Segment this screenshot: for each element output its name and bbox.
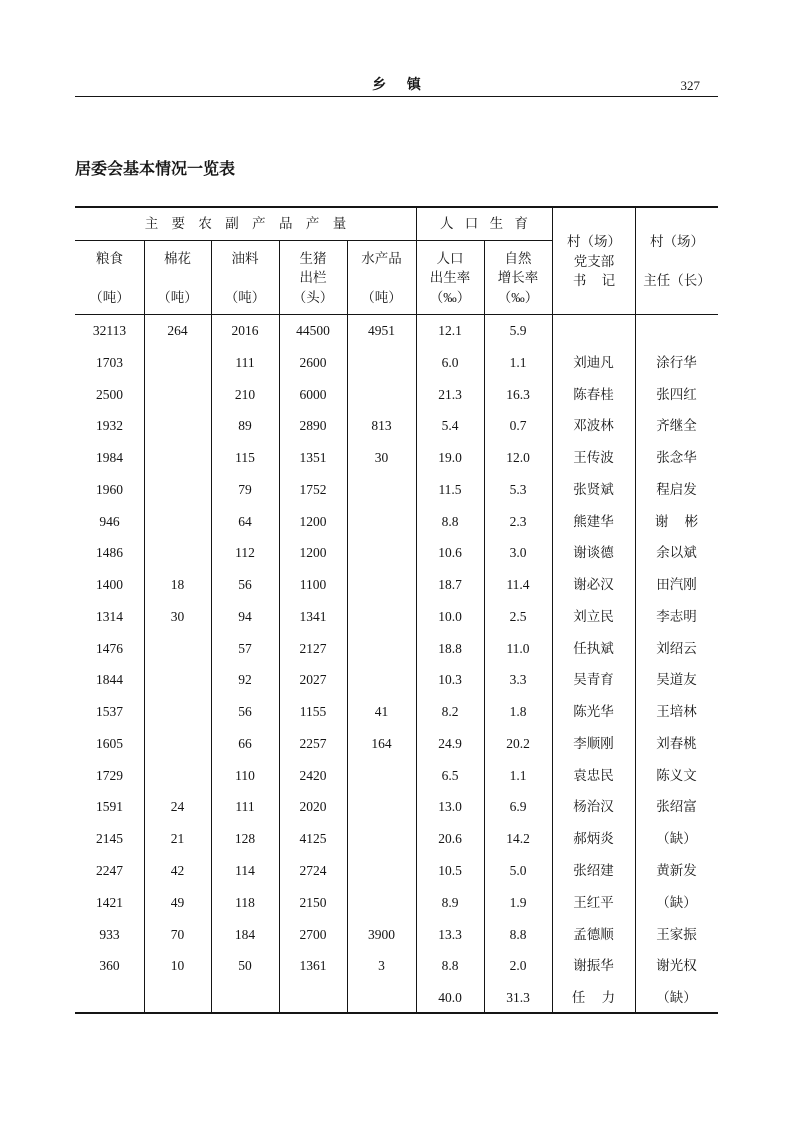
table-cell-grain: 946 [99, 513, 120, 529]
table-cell-grain: 2145 [96, 831, 123, 847]
table-row [75, 506, 718, 538]
table-cell-party-secretary: 任 力 [571, 990, 616, 1006]
table-cell-birth-rate: 8.2 [441, 704, 459, 720]
column-header-oilseed [211, 241, 279, 314]
table-cell-hogs: 2420 [299, 767, 327, 783]
table-cell-oilseed: 57 [238, 640, 252, 656]
table-cell-director: 张四红 [656, 386, 697, 402]
table-row [75, 919, 718, 951]
table-cell-grain: 933 [99, 926, 120, 942]
table-cell-cotton [144, 379, 211, 411]
table-cell-party-secretary: 熊建华 [573, 513, 614, 529]
table-cell-grain: 1932 [96, 418, 123, 434]
table-cell-cotton: 264 [167, 323, 188, 338]
table-cell-grain: 1844 [96, 672, 123, 688]
table-cell-aquatic: 4951 [368, 323, 395, 338]
table-cell-grain [75, 982, 144, 1014]
column-header-label: 村（场） [650, 234, 704, 249]
table-cell-aquatic [347, 982, 416, 1014]
table-cell-party-secretary: 邓波林 [573, 418, 614, 434]
table-cell-growth-rate: 11.4 [506, 577, 530, 593]
table-cell-birth-rate: 10.3 [438, 672, 462, 688]
column-header-label: 党支部 [573, 253, 615, 269]
table-cell-grain: 1400 [96, 577, 123, 593]
table-cell-birth-rate: 10.0 [438, 608, 462, 624]
table-cell-grain: 1537 [96, 704, 123, 720]
table-cell-grain: 1476 [96, 640, 123, 656]
table-cell-director: 张念华 [656, 450, 697, 466]
column-header-director [636, 208, 718, 314]
table-cell-cotton: 10 [170, 958, 185, 974]
table-cell-aquatic [347, 664, 416, 696]
table-cell-birth-rate: 8.9 [441, 894, 459, 910]
table-cell-party-secretary: 张贤斌 [573, 481, 614, 497]
table-cell-oilseed: 114 [235, 863, 255, 879]
table-row [75, 760, 718, 792]
table-cell-party-secretary: 吴青育 [573, 672, 614, 688]
table-cell-grain: 32113 [92, 323, 127, 338]
table-cell-hogs: 44500 [296, 323, 330, 338]
table-cell-hogs: 2150 [299, 894, 327, 910]
column-header-unit: （吨） [224, 289, 266, 305]
table-cell-growth-rate: 3.0 [509, 545, 527, 561]
table-cell-birth-rate: 40.0 [438, 990, 462, 1006]
table-cell-director: 刘春桃 [656, 735, 697, 751]
table-row [75, 601, 718, 633]
table-cell-aquatic [347, 379, 416, 411]
table-row [75, 569, 718, 601]
table-cell-director: 涂行华 [656, 354, 697, 370]
column-header-unit: （吨） [361, 289, 402, 305]
column-header-cotton [144, 241, 211, 314]
table-cell-aquatic: 813 [371, 418, 392, 434]
table-cell-oilseed: 112 [235, 545, 255, 561]
table-cell-growth-rate: 2.0 [509, 958, 527, 974]
table-cell-aquatic [347, 823, 416, 855]
table-cell-birth-rate: 8.8 [441, 513, 459, 529]
column-header-label: 书 记 [572, 273, 616, 288]
table-cell-cotton [144, 728, 211, 760]
table-cell-oilseed: 115 [235, 450, 255, 466]
table-cell-growth-rate: 6.9 [509, 799, 527, 815]
table-cell-birth-rate: 13.0 [438, 799, 462, 815]
table-cell-party-secretary: 王传波 [573, 450, 614, 466]
column-header-birth-rate [416, 241, 484, 314]
table-cell-director: 谢光权 [656, 958, 697, 974]
table-cell-growth-rate: 8.8 [509, 926, 527, 942]
table-cell-party-secretary: 谢振华 [573, 958, 614, 974]
table-cell-cotton [144, 633, 211, 665]
page-number: 327 [680, 78, 700, 93]
table-cell-director: 王家振 [656, 926, 697, 942]
table-cell-grain: 1591 [96, 799, 123, 815]
table-cell-cotton [144, 537, 211, 569]
table-row [75, 410, 718, 442]
table-cell-aquatic [347, 887, 416, 919]
column-header-party-secretary [553, 208, 635, 314]
table-cell-party-secretary: 任执斌 [573, 640, 614, 656]
table-cell-hogs: 1351 [299, 450, 327, 466]
column-header-unit: （‰） [429, 289, 471, 305]
table-cell-hogs: 1361 [299, 958, 327, 974]
table-cell-party-secretary: 陈春桂 [573, 386, 614, 402]
table-cell-party-secretary: 李顺刚 [573, 735, 614, 751]
header-rule [75, 96, 718, 97]
table-cell-aquatic [347, 601, 416, 633]
table-cell-cotton: 70 [170, 926, 185, 942]
table-cell-aquatic [347, 855, 416, 887]
table-cell-director: 程启发 [656, 481, 697, 497]
table-cell-grain: 2247 [96, 863, 123, 879]
column-header-unit: （吨） [89, 289, 130, 305]
table-cell-oilseed: 66 [238, 735, 252, 751]
table-cell-cotton: 24 [170, 799, 185, 815]
table-row [75, 315, 718, 347]
table-cell-cotton: 30 [170, 608, 185, 624]
table-cell-director: 张绍富 [656, 799, 697, 815]
table-cell-grain: 1314 [96, 608, 123, 624]
table-cell-growth-rate: 5.9 [509, 323, 527, 338]
table-row [75, 537, 718, 569]
column-header-unit: （头） [292, 289, 334, 305]
table-cell-oilseed: 210 [234, 386, 256, 402]
table-cell-grain: 1605 [96, 735, 123, 751]
table-cell-oilseed: 118 [235, 894, 255, 910]
table-row [75, 823, 718, 855]
table-row [75, 887, 718, 919]
table-row [75, 633, 718, 665]
table-cell-party-secretary [552, 315, 635, 347]
table-cell-cotton [144, 347, 211, 379]
column-header-row [75, 241, 552, 314]
group-header-population: 人 口 生 育 [439, 216, 529, 231]
table-cell-growth-rate: 14.2 [506, 831, 530, 847]
table-cell-birth-rate: 12.1 [438, 323, 462, 338]
table-cell-growth-rate: 1.1 [509, 354, 527, 370]
table-cell-aquatic [347, 633, 416, 665]
table-cell-party-secretary: 杨治汉 [573, 799, 614, 815]
table-cell-birth-rate: 24.9 [438, 735, 462, 751]
table-cell-oilseed: 50 [238, 958, 252, 974]
column-header-label: 人口 [436, 250, 464, 266]
table-cell-grain: 1486 [96, 545, 123, 561]
table-cell-director: 谢 彬 [654, 513, 699, 529]
table-cell-hogs [279, 982, 347, 1014]
table-title: 居委会基本情况一览表 [75, 159, 236, 178]
table-row [75, 855, 718, 887]
table-cell-party-secretary: 刘迪凡 [573, 354, 614, 370]
column-header-label: 自然 [504, 250, 532, 266]
table-cell-cotton: 21 [170, 831, 185, 847]
table-cell-oilseed: 184 [234, 926, 256, 942]
table-cell-grain: 1729 [96, 767, 123, 783]
table-row [75, 664, 718, 696]
table-cell-party-secretary: 张绍建 [573, 863, 614, 879]
table-cell-grain: 360 [99, 958, 120, 974]
table-cell-aquatic [347, 760, 416, 792]
table-cell-birth-rate: 13.3 [438, 926, 462, 942]
table-cell-aquatic [347, 347, 416, 379]
table-cell-oilseed: 89 [238, 418, 252, 434]
table-cell-oilseed: 111 [235, 799, 255, 815]
column-header-label: 粮食 [96, 250, 123, 266]
table-cell-director: （缺） [656, 990, 697, 1006]
table-cell-oilseed: 94 [238, 608, 252, 624]
table-cell-cotton [144, 760, 211, 792]
table-cell-growth-rate: 12.0 [506, 450, 530, 466]
table-cell-oilseed [211, 982, 279, 1014]
table-cell-oilseed: 110 [235, 767, 255, 783]
table-cell-growth-rate: 3.3 [509, 672, 527, 688]
table-row [75, 379, 718, 411]
column-header-growth-rate [484, 241, 552, 314]
table-cell-birth-rate: 21.3 [438, 386, 462, 402]
table-cell-party-secretary: 郝炳炎 [573, 831, 614, 847]
table-row [75, 728, 718, 760]
table-row [75, 791, 718, 823]
table-cell-hogs: 2020 [299, 799, 327, 815]
table-cell-hogs: 1200 [299, 513, 327, 529]
table-cell-oilseed: 56 [238, 704, 252, 720]
table-cell-birth-rate: 6.5 [441, 767, 459, 783]
table-cell-birth-rate: 5.4 [441, 418, 459, 434]
table-cell-hogs: 2257 [299, 735, 327, 751]
table-row [75, 982, 718, 1014]
table-cell-growth-rate: 1.8 [509, 704, 527, 720]
table-row [75, 950, 718, 982]
table-cell-grain: 1960 [96, 481, 123, 497]
column-header-label: 出生率 [429, 270, 471, 285]
table-cell-aquatic [347, 474, 416, 506]
table-cell-oilseed: 64 [238, 513, 252, 529]
table-cell-director: 刘绍云 [656, 640, 697, 656]
table-cell-birth-rate: 10.6 [438, 545, 462, 561]
group-header-production: 主 要 农 副 产 品 产 量 [144, 216, 347, 231]
table-cell-growth-rate: 16.3 [506, 386, 530, 402]
table-cell-cotton [144, 506, 211, 538]
table-cell-director [635, 315, 718, 347]
table-cell-cotton: 42 [170, 863, 185, 879]
table-cell-party-secretary: 王红平 [573, 894, 614, 910]
table-cell-party-secretary: 陈光华 [573, 704, 614, 720]
table-cell-cotton [144, 982, 211, 1014]
table-cell-hogs: 2027 [299, 672, 327, 688]
table-cell-growth-rate: 31.3 [506, 990, 530, 1006]
table-cell-hogs: 1155 [299, 704, 327, 720]
table-cell-cotton [144, 696, 211, 728]
column-header-unit: （吨） [157, 289, 198, 305]
table-cell-hogs: 2890 [299, 418, 327, 434]
table-cell-grain: 1984 [96, 450, 123, 466]
table-cell-party-secretary: 刘立民 [573, 608, 614, 624]
table-cell-party-secretary: 袁忠民 [573, 767, 614, 783]
table-cell-oilseed: 111 [235, 354, 255, 370]
column-header-label: 油料 [231, 250, 259, 266]
table-cell-growth-rate: 20.2 [506, 735, 530, 751]
table-cell-growth-rate: 11.0 [506, 640, 530, 656]
table-cell-grain: 1703 [96, 354, 123, 370]
table-cell-growth-rate: 1.9 [509, 894, 527, 910]
table-cell-aquatic: 30 [374, 450, 389, 466]
table-cell-oilseed: 2016 [231, 323, 259, 338]
table-cell-growth-rate: 2.5 [509, 608, 527, 624]
table-cell-grain: 1421 [96, 894, 123, 910]
table-cell-birth-rate: 10.5 [438, 863, 462, 879]
column-header-label: 主任（长） [643, 273, 711, 288]
table-row [75, 474, 718, 506]
table-cell-growth-rate: 2.3 [509, 513, 527, 529]
table-cell-cotton [144, 474, 211, 506]
table-cell-oilseed: 79 [238, 481, 252, 497]
table-cell-party-secretary: 谢必汉 [573, 577, 614, 593]
table-cell-birth-rate: 18.7 [438, 577, 462, 593]
table-cell-cotton [144, 442, 211, 474]
table-cell-hogs: 1100 [299, 577, 327, 593]
table-cell-director: 黄新发 [656, 863, 697, 879]
running-header-section: 乡 镇 [372, 77, 421, 93]
column-header-label: 村（场） [567, 234, 621, 249]
table-cell-hogs: 2724 [299, 863, 327, 879]
table-cell-aquatic: 3900 [368, 926, 395, 942]
column-header-unit: （‰） [497, 289, 539, 305]
column-header-label: 棉花 [164, 250, 191, 266]
table-row [75, 347, 718, 379]
table-cell-director: 陈义文 [656, 767, 697, 783]
table-cell-grain: 2500 [96, 386, 123, 402]
table-cell-hogs: 4125 [299, 831, 327, 847]
table-cell-oilseed: 92 [238, 672, 252, 688]
table-cell-oilseed: 56 [238, 577, 252, 593]
column-header-aquatic [347, 241, 416, 314]
table-cell-aquatic [347, 537, 416, 569]
column-header-grain [75, 241, 144, 314]
table-cell-cotton: 49 [170, 894, 185, 910]
table-cell-birth-rate: 20.6 [438, 831, 462, 847]
table-cell-growth-rate: 0.7 [509, 418, 527, 434]
column-header-hogs [279, 241, 347, 314]
table-cell-director: 余以斌 [656, 545, 697, 561]
table-row [75, 696, 718, 728]
table-cell-party-secretary: 谢谈德 [573, 545, 614, 561]
table-cell-hogs: 2700 [299, 926, 327, 942]
table-cell-hogs: 1200 [299, 545, 327, 561]
table-row [75, 442, 718, 474]
table-cell-growth-rate: 5.0 [509, 863, 527, 879]
table-cell-party-secretary: 孟德顺 [573, 926, 614, 942]
table-cell-hogs: 2600 [299, 354, 327, 370]
table-cell-birth-rate: 6.0 [441, 354, 459, 370]
table-cell-birth-rate: 18.8 [438, 640, 462, 656]
column-header-label: 水产品 [361, 250, 402, 266]
table-cell-birth-rate: 8.8 [441, 958, 459, 974]
table-cell-director: 吴道友 [656, 672, 697, 688]
table-cell-aquatic: 164 [371, 735, 392, 751]
table-cell-aquatic: 3 [378, 958, 385, 974]
column-header-label: 出栏 [299, 270, 327, 285]
table-cell-birth-rate: 19.0 [438, 450, 462, 466]
table-cell-birth-rate: 11.5 [438, 481, 462, 497]
table-body [75, 315, 718, 1014]
table-cell-director: 李志明 [656, 608, 697, 624]
table-cell-aquatic [347, 506, 416, 538]
table-cell-cotton: 18 [170, 577, 185, 593]
table-cell-director: 王培林 [656, 704, 697, 720]
village-committee-table [75, 206, 718, 1014]
table-cell-aquatic [347, 569, 416, 601]
table-cell-director: （缺） [656, 894, 697, 910]
table-cell-aquatic: 41 [374, 704, 389, 720]
table-cell-growth-rate: 1.1 [509, 767, 527, 783]
table-cell-hogs: 6000 [299, 386, 327, 402]
table-cell-director: 齐继全 [656, 418, 697, 434]
table-cell-cotton [144, 664, 211, 696]
table-cell-hogs: 2127 [299, 640, 327, 656]
table-cell-hogs: 1341 [299, 608, 327, 624]
table-cell-aquatic [347, 791, 416, 823]
table-cell-director: 田汽刚 [656, 577, 697, 593]
table-cell-cotton [144, 410, 211, 442]
column-header-label: 增长率 [497, 270, 539, 285]
table-cell-oilseed: 128 [234, 831, 256, 847]
column-header-label: 生猪 [299, 250, 327, 266]
table-cell-director: （缺） [656, 831, 697, 847]
table-cell-hogs: 1752 [299, 481, 327, 497]
table-cell-growth-rate: 5.3 [509, 481, 527, 497]
